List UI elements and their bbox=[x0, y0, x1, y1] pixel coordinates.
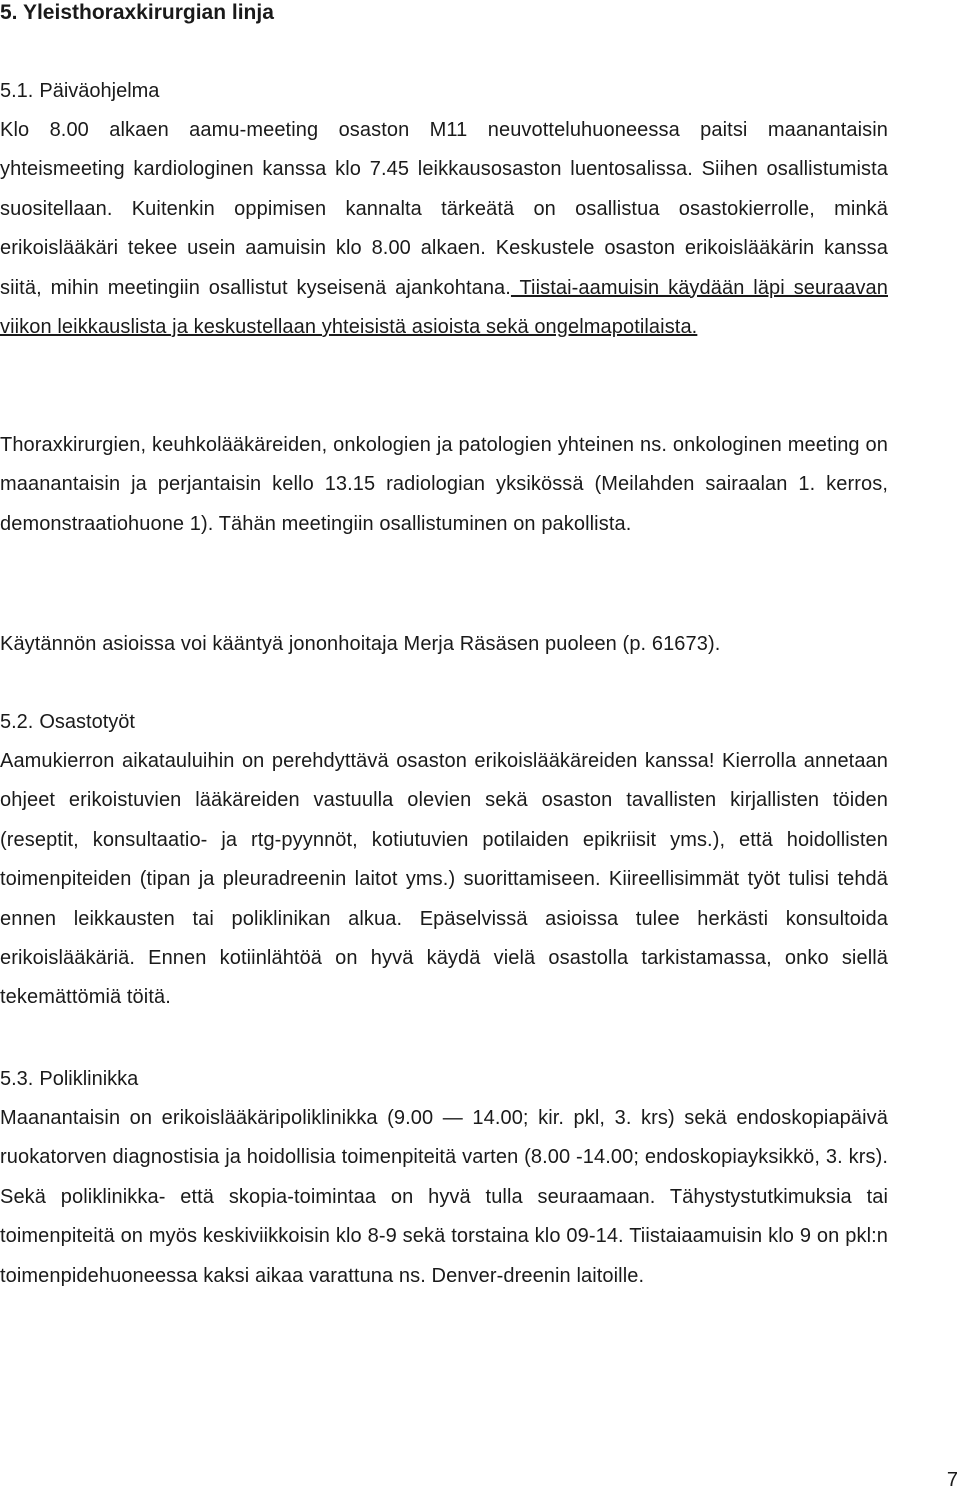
section-number: 5.1. bbox=[0, 80, 34, 102]
chapter-title: 5. Yleisthoraxkirurgian linja bbox=[0, 1, 274, 24]
paragraph: Käytännön asioissa voi kääntyä jononhoitaja Merja Räsäsen puoleen (p. 61673). bbox=[0, 633, 721, 655]
paragraph: Thoraxkirurgien, keuhkolääkäreiden, onkologien ja patologien yhteinen ns. onkologinen meeting on maanantaisin ja perjantaisin kello 13.15 radiologian yksikössä (Meilahden sairaalan 1. kerros, demonstraatiohuone 1). Tähän meetingiin osallistuminen on pakollista. bbox=[0, 434, 888, 535]
paragraph-text: Klo 8.00 alkaen aamu-meeting osaston M11 neuvotteluhuoneessa paitsi maanantaisin yhteismeeting kardiologinen kanssa klo 7.45 leikkausosaston luentosalissa. Siihen osallistumista suositellaan. Kuitenkin oppimisen kannalta tärkeätä on osallistua osastokierrolle, minkä erikoislääkäri tekee usein aamuisin klo 8.00 alkaen. Keskustele osaston erikoislääkärin kanssa siitä, mihin meetingiin osallistut kyseisenä ajankohtana. bbox=[0, 119, 888, 299]
section-heading bbox=[0, 72, 888, 111]
paragraph: Maanantaisin on erikoislääkäripoliklinikka (9.00 — 14.00; kir. pkl, 3. krs) sekä endoskopiapäivä ruokatorven diagnostisia ja hoidollisia toimenpiteitä varten (8.00 -14.00; endoskopiayksikkö, 3. krs). Sekä poliklinikka- että skopia-toimintaa on hyvä tulla seuraamaan. Tähystystutkimuksia tai toimenpiteitä on myös keskiviikkoisin klo 8-9 sekä torstaina klo 09-14. Tiistaiaamuisin klo 9 on pkl:n toimenpidehuoneessa kaksi aikaa varattuna ns. Denver-dreenin laitoille. bbox=[0, 1107, 888, 1287]
section-title: Päiväohjelma bbox=[39, 80, 160, 102]
section-osastotyot bbox=[0, 703, 888, 1018]
section-heading bbox=[0, 1060, 888, 1099]
section-number: 5.2. bbox=[0, 711, 34, 733]
section-poliklinikka bbox=[0, 1060, 888, 1296]
paragraph bbox=[0, 111, 888, 347]
section-title: Osastotyöt bbox=[39, 711, 135, 733]
paragraph: Aamukierron aikatauluihin on perehdyttävä osaston erikoislääkäreiden kanssa! Kierrolla annetaan ohjeet erikoistuvien lääkäreiden vastuulla olevien sekä osaston tavallisten kirjallisten töiden (reseptit, konsultaatio- ja rtg-pyynnöt, kotiutuvien potilaiden epikriisit yms.), että hoidollisten toimenpiteiden (tipan ja pleuradreenin laitot yms.) suorittamiseen. Kiireellisimmät työt tulisi tehdä ennen leikkausten tai poliklinikan alkua. Epäselvissä asioissa tulee herkästi konsultoida erikoislääkäriä. Ennen kotiinlähtöä on hyvä käydä vielä osastolla tarkistamassa, onko siellä tekemättömiä töitä. bbox=[0, 750, 888, 1009]
paragraph-block-kaytannon bbox=[0, 625, 888, 664]
underlined-text: Tiistai-aamuisin käydään läpi seuraavan viikon leikkauslista ja keskustellaan yhteisistä asioista sekä ongelmapotilaista. bbox=[0, 276, 888, 339]
section-paivaohjelma bbox=[0, 72, 888, 347]
page-number: 7 bbox=[946, 1469, 958, 1491]
section-heading bbox=[0, 703, 888, 742]
section-number: 5.3. bbox=[0, 1068, 34, 1090]
paragraph-block-onkologinen bbox=[0, 426, 888, 544]
section-title: Poliklinikka bbox=[39, 1068, 139, 1090]
